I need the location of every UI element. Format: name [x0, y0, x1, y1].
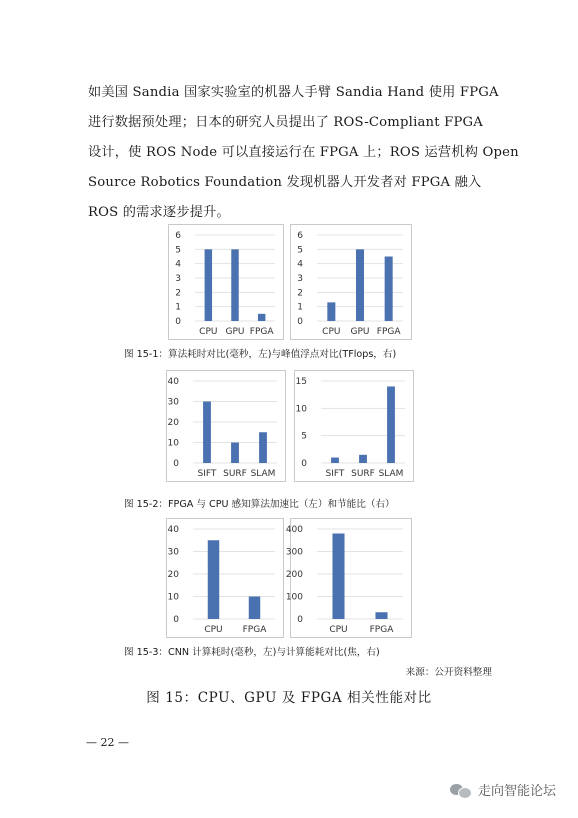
chart-svg	[291, 225, 411, 339]
body-paragraph	[88, 78, 519, 228]
x-tick-label: FPGA	[376, 327, 401, 337]
bar	[259, 432, 267, 463]
y-tick-label: 5	[301, 431, 307, 442]
y-tick-label: 4	[175, 259, 181, 270]
bar	[359, 455, 367, 463]
bar	[208, 540, 219, 619]
x-tick-label: SIFT	[197, 469, 217, 479]
x-tick-label: CPU	[204, 625, 223, 635]
chart-peak-flops	[290, 224, 412, 340]
figure-title: 图 15：CPU、GPU 及 FPGA 相关性能对比	[146, 690, 432, 706]
watermark-label: 走向智能论坛	[477, 784, 556, 799]
bar	[327, 302, 335, 321]
x-tick-label: GPU	[350, 327, 370, 337]
y-tick-label: 1	[175, 302, 181, 313]
y-tick-label: 3	[297, 274, 303, 284]
paragraph-line: 设计，使 ROS Node 可以直接运行在 FPGA 上；ROS 运营机构 Open	[88, 145, 519, 160]
paragraph-line: 进行数据预处理；日本的研究人员提出了 ROS-Compliant FPGA	[88, 115, 484, 130]
y-tick-label: 400	[285, 525, 303, 535]
y-tick-label: 0	[175, 317, 181, 327]
figure-caption-3: 图 15-3：CNN 计算耗时(毫秒，左)与计算能耗对比(焦，右)	[124, 647, 380, 658]
bar	[249, 597, 260, 620]
chart-algorithm-latency	[168, 224, 284, 340]
y-tick-label: 100	[285, 592, 303, 603]
x-tick-label: SURF	[351, 469, 375, 479]
bar	[231, 249, 238, 321]
y-tick-label: 20	[167, 570, 179, 580]
x-tick-label: SURF	[223, 469, 247, 479]
figure-caption-1: 图 15-1：算法耗时对比(毫秒，左)与峰值浮点对比(TFlops，右)	[124, 349, 397, 360]
chart-cnn-time	[166, 518, 284, 638]
y-tick-label: 3	[175, 274, 181, 284]
y-tick-label: 2	[175, 288, 181, 299]
x-tick-label: CPU	[329, 625, 348, 635]
paragraph-line: Source Robotics Foundation 发现机器人开发者对 FPGA 融入	[88, 175, 482, 190]
bar	[205, 249, 212, 321]
x-tick-label: FPGA	[369, 625, 394, 635]
x-tick-label: CPU	[322, 327, 341, 337]
bar	[231, 443, 239, 464]
bar	[331, 458, 339, 463]
y-tick-label: 5	[297, 245, 303, 256]
wechat-icon	[450, 782, 472, 798]
bar	[258, 314, 265, 321]
source-note: 来源：公开资料整理	[405, 667, 492, 678]
y-tick-label: 0	[301, 459, 307, 469]
y-tick-label: 30	[167, 397, 179, 408]
x-tick-label: FPGA	[249, 327, 274, 337]
bar	[356, 249, 364, 321]
bar	[332, 534, 344, 620]
chart-speedup	[166, 370, 286, 482]
chart-cnn-energy	[285, 518, 412, 638]
page-number: — 22 —	[86, 736, 129, 749]
y-tick-label: 5	[175, 245, 181, 256]
bar	[387, 386, 395, 463]
y-tick-label: 0	[173, 615, 179, 625]
y-tick-label: 4	[297, 259, 303, 270]
y-tick-label: 10	[167, 592, 179, 603]
x-tick-label: FPGA	[242, 625, 267, 635]
y-tick-label: 0	[297, 317, 303, 327]
chart-svg	[285, 519, 411, 637]
bar	[375, 612, 387, 619]
y-tick-label: 300	[285, 547, 303, 558]
bar	[385, 257, 393, 322]
chart-svg	[169, 225, 283, 339]
y-tick-label: 15	[295, 377, 307, 387]
chart-svg	[167, 371, 285, 481]
x-tick-label: SLAM	[250, 469, 276, 479]
x-tick-label: CPU	[199, 327, 218, 337]
y-tick-label: 0	[173, 459, 179, 469]
chart-energy-ratio	[294, 370, 414, 482]
paragraph-line: ROS 的需求逐步提升。	[88, 205, 230, 220]
y-tick-label: 20	[167, 418, 179, 428]
y-tick-label: 30	[167, 547, 179, 558]
y-tick-label: 200	[285, 570, 303, 580]
y-tick-label: 6	[297, 231, 303, 241]
y-tick-label: 40	[167, 525, 179, 535]
figure-caption-2: 图 15-2：FPGA 与 CPU 感知算法加速比（左）和节能比（右）	[124, 499, 395, 510]
y-tick-label: 0	[297, 615, 303, 625]
chart-svg	[167, 519, 283, 637]
x-tick-label: GPU	[225, 327, 245, 337]
x-tick-label: SLAM	[378, 469, 404, 479]
chart-svg	[295, 371, 413, 481]
paragraph-line: 如美国 Sandia 国家实验室的机器人手臂 Sandia Hand 使用 FPGA	[88, 85, 499, 100]
y-tick-label: 10	[167, 438, 179, 449]
bar	[203, 402, 211, 464]
y-tick-label: 2	[297, 288, 303, 299]
y-tick-label: 6	[175, 231, 181, 241]
y-tick-label: 1	[297, 302, 303, 313]
y-tick-label: 40	[167, 377, 179, 387]
watermark	[450, 780, 556, 799]
x-tick-label: SIFT	[325, 469, 345, 479]
y-tick-label: 10	[295, 404, 307, 415]
